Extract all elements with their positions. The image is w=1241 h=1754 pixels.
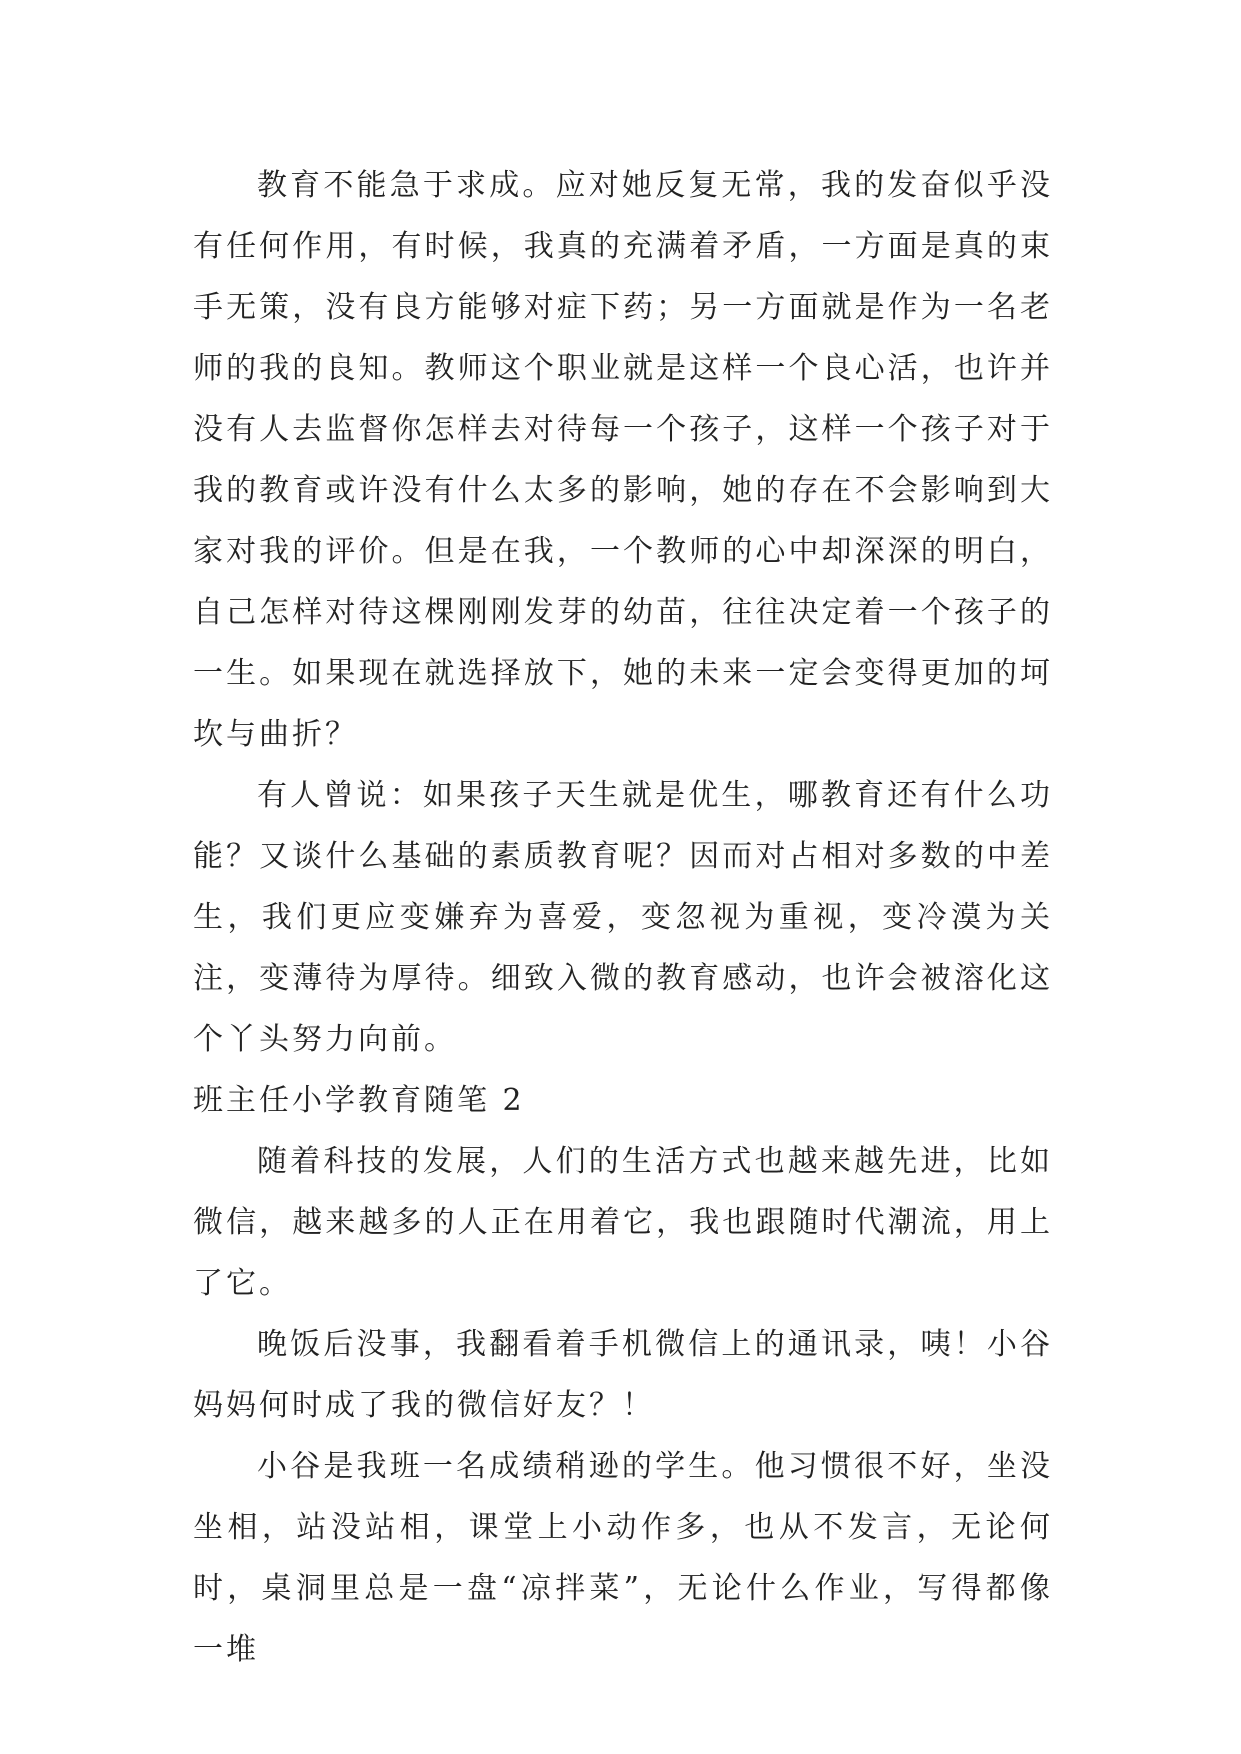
paragraph: 小谷是我班一名成绩稍逊的学生。他习惯很不好，坐没坐相，站没站相，课堂上小动作多，也从不发言，无论何时，桌洞里总是一盘“凉拌菜”，无论什么作业，写得都像一堆	[193, 1449, 1053, 1667]
document-page	[193, 155, 1053, 1680]
section-heading: 班主任小学教育随笔 2	[193, 1083, 525, 1118]
paragraph: 随着科技的发展，人们的生活方式也越来越先进，比如微信，越来越多的人正在用着它，我也跟随时代潮流，用上了它。	[193, 1144, 1053, 1301]
paragraph: 有人曾说：如果孩子天生就是优生，哪教育还有什么功能？又谈什么基础的素质教育呢？因而对占相对多数的中差生，我们更应变嫌弃为喜爱，变忽视为重视，变冷漠为关注，变薄待为厚待。细致入微的教育感动，也许会被溶化这个丫头努力向前。	[193, 778, 1053, 1057]
paragraph: 教育不能急于求成。应对她反复无常，我的发奋似乎没有任何作用，有时候，我真的充满着矛盾，一方面是真的束手无策，没有良方能够对症下药；另一方面就是作为一名老师的我的良知。教师这个职业就是这样一个良心活，也许并没有人去监督你怎样去对待每一个孩子，这样一个孩子对于我的教育或许没有什么太多的影响，她的存在不会影响到大家对我的评价。但是在我，一个教师的心中却深深的明白，自己怎样对待这棵刚刚发芽的幼苗，往往决定着一个孩子的一生。如果现在就选择放下，她的未来一定会变得更加的坷坎与曲折？	[193, 168, 1053, 752]
paragraph: 晚饭后没事，我翻看着手机微信上的通讯录，咦！小谷妈妈何时成了我的微信好友？！	[193, 1327, 1053, 1423]
